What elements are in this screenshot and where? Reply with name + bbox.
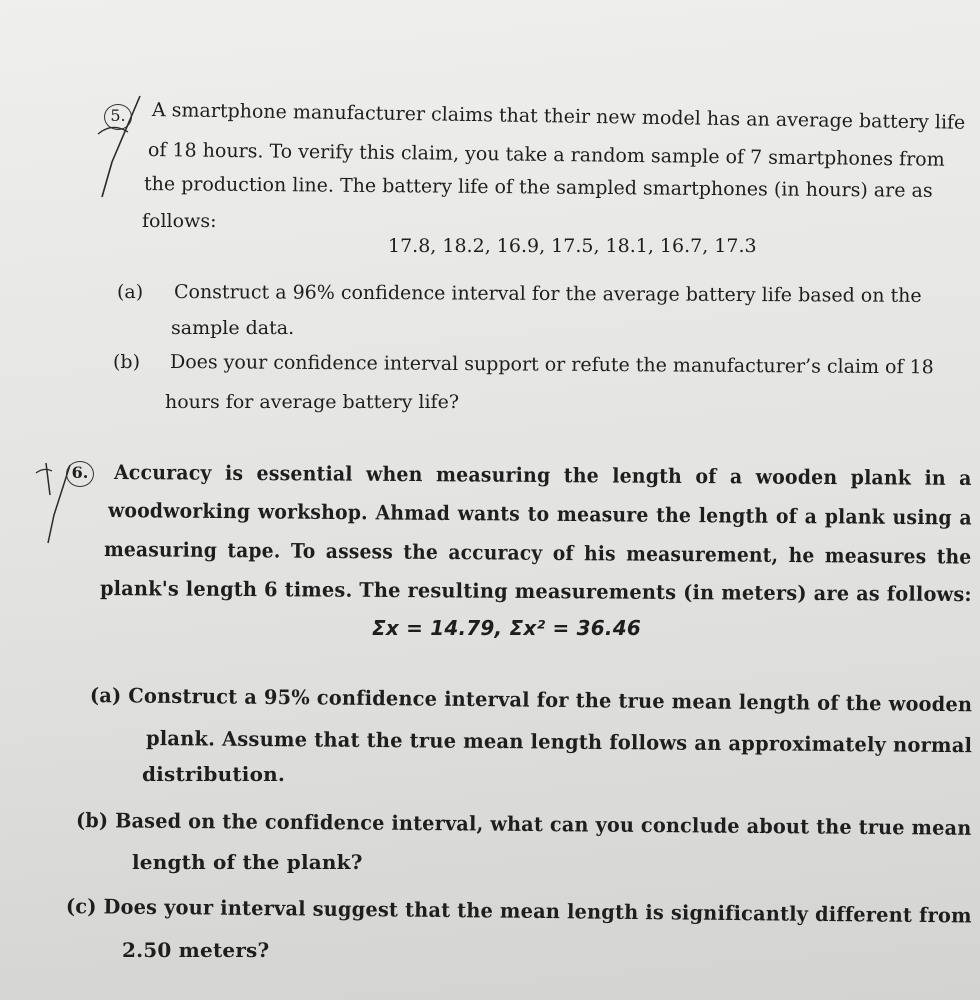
question-5-data: 17.8, 18.2, 16.9, 17.5, 18.1, 16.7, 17.3 [388, 235, 757, 257]
question-5a-text-line: Construct a 96% confidence interval for the average battery life based on the [173, 281, 922, 307]
handwritten-check-mark-icon [30, 455, 90, 545]
question-6c-text-line: 2.50 meters? [122, 938, 270, 962]
question-5b-text-line: Does your confidence interval support or refute the manufacturer’s claim of 18 [169, 351, 934, 379]
question-6-number: 6. [66, 461, 94, 487]
question-6a-text-line: distribution. [142, 762, 286, 786]
question-5-text-line: follows: [142, 210, 217, 232]
question-5-text-line: of 18 hours. To verify this claim, you take a random sample of 7 smartphones from [147, 139, 945, 171]
question-5-text-line: the production line. The battery life of the sampled smartphones (in hours) are as [143, 173, 933, 202]
question-6-formula: Σx = 14.79, Σx² = 36.46 [372, 616, 641, 640]
question-6b-text-line: length of the plank? [132, 850, 363, 874]
question-6b-text-line: (b) Based on the confidence interval, what can you conclude about the true mean [75, 808, 972, 840]
question-6-text-line: woodworking workshop. Ahmad wants to measure the length of a plank using a [107, 498, 972, 530]
question-5-number: 5. [104, 104, 132, 130]
question-6-text-line: Accuracy is essential when measuring the length of a wooden plank in a [113, 460, 972, 490]
question-5-text-line: A smartphone manufacturer claims that their new model has an average battery life [151, 99, 966, 134]
question-6a-text-line: plank. Assume that the true mean length follows an approximately normal [145, 726, 973, 758]
question-6-text-line: plank's length 6 times. The resulting measurements (in meters) are as follows: [99, 576, 972, 607]
question-5a-text-line: sample data. [171, 317, 295, 339]
question-5b-label: (b) [113, 351, 140, 373]
question-5a-label: (a) [117, 281, 144, 303]
question-5b-text-line: hours for average battery life? [165, 391, 460, 413]
question-6a-text-line: (a) Construct a 95% confidence interval for the true mean length of the wooden [89, 683, 973, 717]
question-6c-text-line: (c) Does your interval suggest that the mean length is significantly different from [65, 894, 972, 928]
question-6-text-line: measuring tape. To assess the accuracy of his measurement, he measures the [103, 537, 972, 569]
